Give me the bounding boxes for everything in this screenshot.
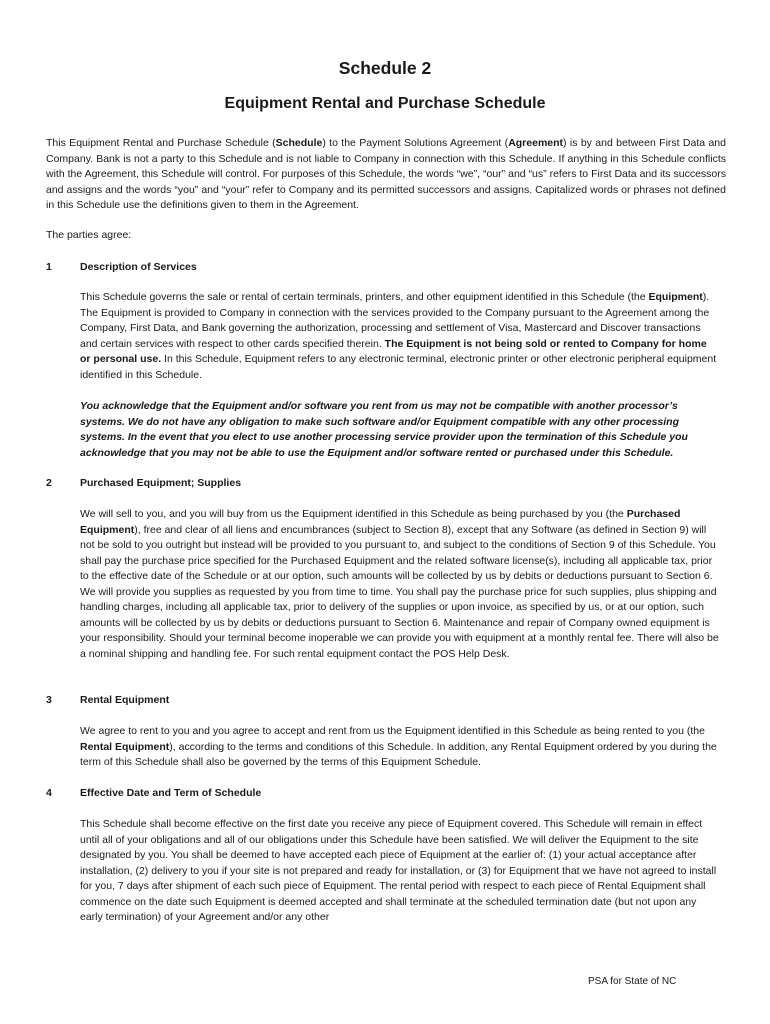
page-footer: PSA for State of NC — [588, 976, 677, 987]
section-4-paragraph: This Schedule shall become effective on the first date you receive any piece of Equipment covered. This Schedule will remain in effect until all of your obligations and all of our obligations under this Schedule have been satisfied. We will deliver the Equipment to the site designated by you. You shall be deemed to have accepted each piece of Equipment at the earlier of: (1) your actual acceptance after installation, (2) delivery to you if your site is not prepared and ready for installation, or (3) for Equipment that we have not agreed to install for you, 7 days after shipment of each such piece of Equipment. The rental period with respect to each piece of Rental Equipment shall commence on the date such Equipment is deemed accepted and shall terminate at the scheduled termination date (but not upon any early termination) of your Agreement and/or any other — [80, 818, 717, 923]
parties-agree-text: The parties agree: — [46, 229, 132, 241]
section-2-number: 2 — [46, 477, 52, 489]
intro-paragraph: This Equipment Rental and Purchase Schedule (Schedule) to the Payment Solutions Agreement (Agreement) is by and between First Data and Company. Bank is not a party to this Schedule and is not liable to Company in connection with this Schedule. If anything in this Schedule conflicts with the Agreement, this Schedule will control. For purposes of this Schedule, the words “we”, “our” and “us” refers to First Data and its successors and assigns and the words “you” and “your” refer to Company and its permitted successors and assigns. Capitalized words or phrases not defined in this Schedule use the definitions given to them in the Agreement. — [46, 137, 726, 211]
section-2-paragraph: We will sell to you, and you will buy from us the Equipment identified in this Schedule as being purchased by you (the Purchased Equipment), free and clear of all liens and encumbrances (subject to Section 8), except that any Software (as defined in Section 9) will not be sold to you outright but instead will be provided to you pursuant to, and subject to the conditions of Section 9 of this Schedule. You shall pay the purchase price specified for the Purchased Equipment and the related software license(s), including all applicable tax, prior to the effective date of the Schedule or at our option, such amounts will be collected by us by debits or deductions pursuant to Section 6. We will provide you supplies as requested by you from time to time. You shall pay the purchase price for such supplies, plus shipping and handling charges, including all applicable tax, prior to delivery of the supplies or upon invoice, as specified by us, or at our option, such amounts will be collected by us by debits or deductions pursuant to Section 6. Maintenance and repair of Company owned equipment is your responsibility. Should your terminal become inoperable we can provide you with equipment at a monthly rental fee. There will also be a nominal shipping and handling fee. For such rental equipment contact the POS Help Desk. — [80, 508, 719, 660]
section-4-heading: Effective Date and Term of Schedule — [80, 787, 262, 799]
section-4-number: 4 — [46, 787, 52, 799]
section-3-heading: Rental Equipment — [80, 694, 170, 706]
section-1-heading: Description of Services — [80, 261, 197, 273]
section-1-paragraph: This Schedule governs the sale or rental of certain terminals, printers, and other equipment identified in this Schedule (the Equipment). The Equipment is provided to Company in connection with the services provided to the Company pursuant to the Agreement among the Company, First Data, and Bank governing the authorization, processing and settlement of Visa, Mastercard and Discover transactions and certain services with respect to other cards specified therein. The Equipment is not being sold or rented to Company for home or personal use. In this Schedule, Equipment refers to any electronic terminal, electronic printer or other electronic peripheral equipment identified in this Schedule. — [80, 291, 717, 381]
section-3-paragraph: We agree to rent to you and you agree to accept and rent from us the Equipment identified in this Schedule as being rented to you (the Rental Equipment), according to the terms and conditions of this Schedule. In addition, any Rental Equipment ordered by you during the term of this Schedule shall also be governed by the terms of this Equipment Schedule. — [80, 725, 717, 768]
section-1-number: 1 — [46, 261, 52, 273]
section-3-number: 3 — [46, 694, 52, 706]
section-2-heading: Purchased Equipment; Supplies — [80, 477, 242, 489]
schedule-title: Schedule 2 — [338, 58, 432, 78]
section-1-compatibility-notice: You acknowledge that the Equipment and/or software you rent from us may not be compatible with another processor’s systems. We do not have any obligation to make such software and/or Equipment compatible with any other processing systems. In the event that you elect to use another processing service provider upon the termination of this Schedule you acknowledge that you may not be able to use the Equipment and/or software rented or purchased under this Schedule. — [80, 400, 688, 459]
schedule-subtitle: Equipment Rental and Purchase Schedule — [224, 95, 546, 112]
